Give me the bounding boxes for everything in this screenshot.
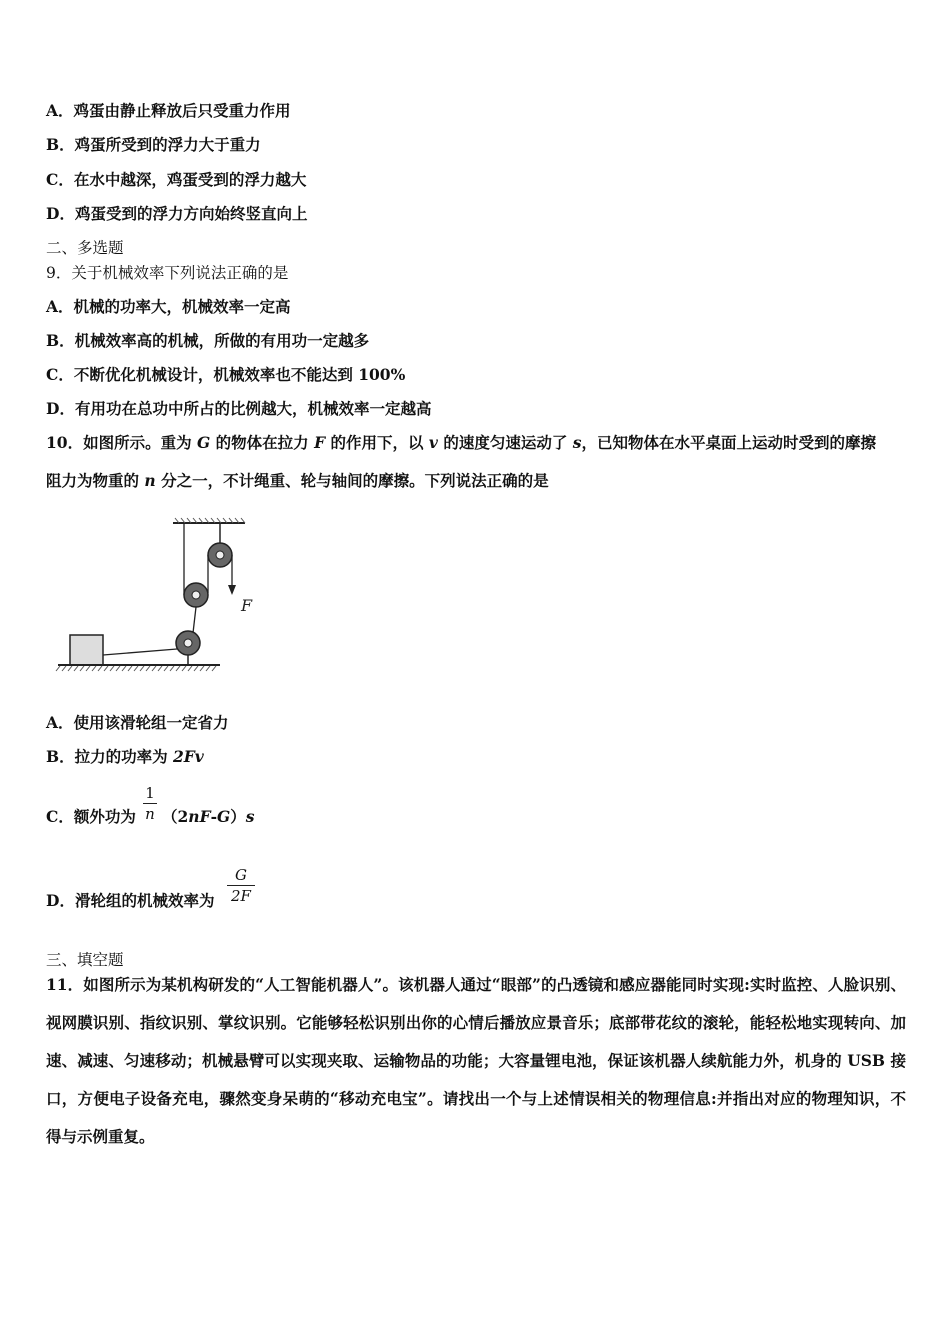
pulley-diagram: [55, 515, 255, 675]
block: [70, 635, 103, 665]
q8-option-d: D．鸡蛋受到的浮力方向始终竖直向上: [46, 204, 308, 223]
q10-option-c: C．额外功为: [46, 807, 136, 826]
section3-title: 三、填空题: [46, 951, 124, 969]
rope-horizontal: [103, 649, 177, 655]
q9-option-c: C．不断优化机械设计，机械效率也不能达到 100%: [46, 365, 406, 384]
q10-stem-line1: 10．如图所示。重为 G 的物体在拉力 F 的作用下，以 v 的速度匀速运动了 s，已知物体在水平桌面上运动时受到的摩擦: [46, 433, 876, 452]
q9-option-b: B．机械效率高的机械，所做的有用功一定越多: [46, 331, 370, 350]
q11-text: 11．如图所示为某机构研发的“人工智能机器人”。该机器人通过“眼部”的凸透镜和感应器能同时实现:实时监控、人脸识别、视网膜识别、指纹识别、掌纹识别。它能够轻松识别出你的心情后播放应景音乐；底部带花纹的滚轮，能轻松地实现转向、加速、减速、匀速移动；机械悬臂可以实现夹取、运输物品的功能；大容量锂电池，保证该机器人续航能力外，机身的 USB 接口，方便电子设备充电，骤然变身呆萌的“移动充电宝”。请找出一个与上述情误相关的物理信息:并指出对应的物理知识，不得与示例重复。: [46, 975, 906, 1146]
section2-title: 二、多选题: [46, 239, 124, 257]
force-label: F: [241, 596, 253, 615]
q8-option-c: C．在水中越深，鸡蛋受到的浮力越大: [46, 170, 307, 189]
q10-option-d-fraction: G 2F: [227, 866, 255, 905]
q9-stem: 9．关于机械效率下列说法正确的是: [46, 264, 289, 282]
q9-option-a: A．机械的功率大，机械效率一定高: [46, 297, 291, 316]
q8-option-b: B．鸡蛋所受到的浮力大于重力: [46, 135, 261, 154]
q10-option-b: B．拉力的功率为 2Fv: [46, 747, 204, 766]
q8-option-a: A．鸡蛋由静止释放后只受重力作用: [46, 101, 291, 120]
force-arrow: [228, 585, 236, 595]
table-hatch: [56, 666, 216, 671]
q10-option-a: A．使用该滑轮组一定省力: [46, 713, 229, 732]
q10-option-c-expr: （2nF-G）s: [162, 807, 255, 826]
q9-option-d: D．有用功在总功中所占的比例越大，机械效率一定越高: [46, 399, 432, 418]
q10-option-d: D．滑轮组的机械效率为: [46, 891, 215, 910]
q10-stem-line2: 阻力为物重的 n 分之一，不计绳重、轮与轴间的摩擦。下列说法正确的是: [46, 471, 549, 490]
q10-option-c-fraction: 1 n: [143, 784, 157, 823]
